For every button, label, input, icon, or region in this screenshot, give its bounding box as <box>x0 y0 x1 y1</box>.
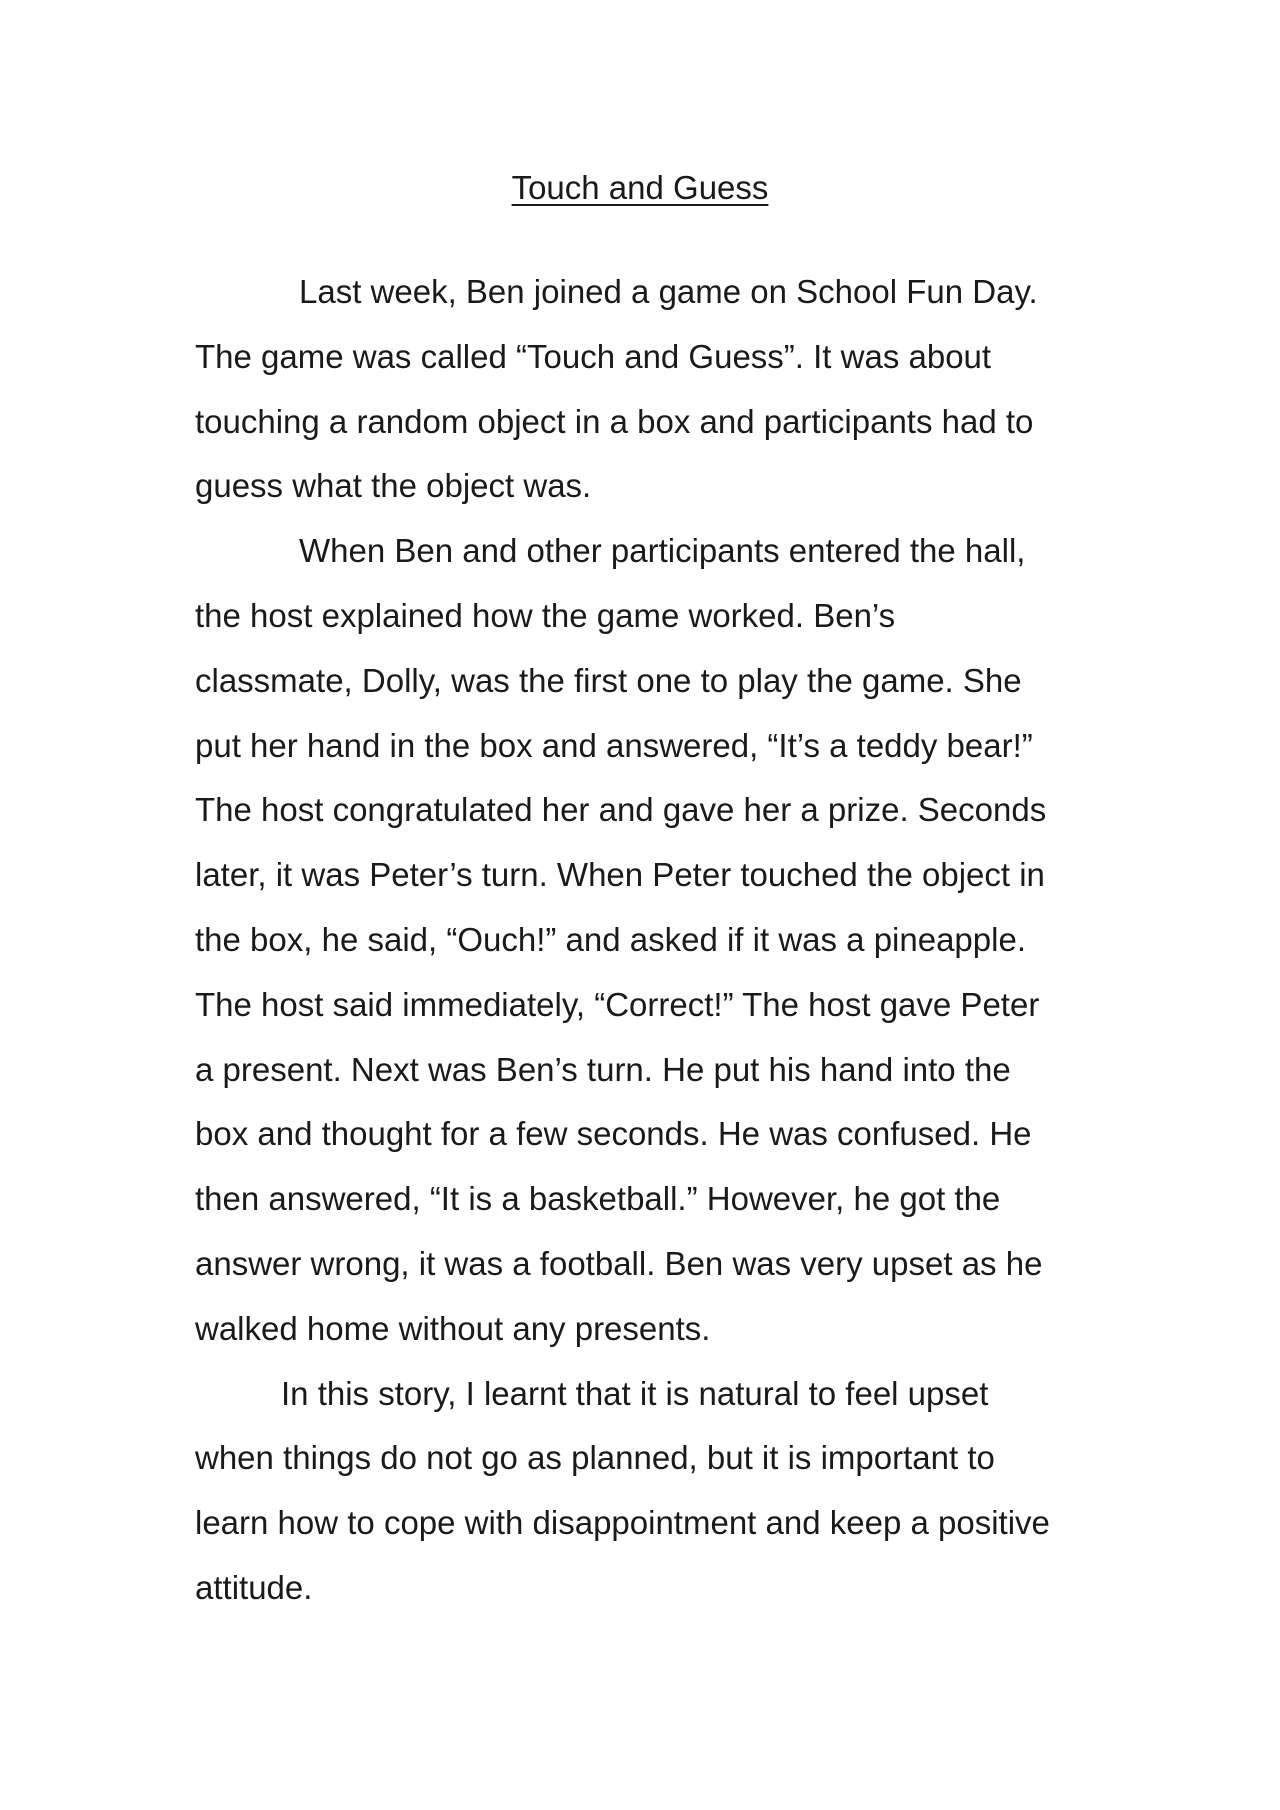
paragraph-1-line-3: touching a random object in a box and participants had to <box>195 403 1034 440</box>
document-title-text: Touch and Guess <box>511 169 769 206</box>
paragraph-2-line-3: classmate, Dolly, was the first one to play the game. She <box>195 662 1022 699</box>
paragraph-3-line-2: when things do not go as planned, but it is important to <box>195 1439 995 1476</box>
paragraph-3-line-1: In this story, I learnt that it is natural to feel upset <box>281 1375 989 1412</box>
paragraph-2-line-10: box and thought for a few seconds. He was confused. He <box>195 1115 1032 1152</box>
paragraph-2-line-8: The host said immediately, “Correct!” The host gave Peter <box>195 986 1040 1023</box>
paragraph-1-line-2: The game was called “Touch and Guess”. It was about <box>195 338 992 375</box>
paragraph-2-line-6: later, it was Peter’s turn. When Peter touched the object in <box>195 856 1045 893</box>
paragraph-3-line-3: learn how to cope with disappointment and keep a positive <box>195 1504 1050 1541</box>
document-title <box>0 168 1280 208</box>
paragraph-2-line-7: the box, he said, “Ouch!” and asked if it was a pineapple. <box>195 921 1026 958</box>
paragraph-2-line-11: then answered, “It is a basketball.” However, he got the <box>195 1180 1001 1217</box>
paragraph-2-line-9: a present. Next was Ben’s turn. He put his hand into the <box>195 1051 1011 1088</box>
paragraph-2-line-13: walked home without any presents. <box>195 1310 711 1347</box>
paragraph-2-line-1: When Ben and other participants entered the hall, <box>299 532 1026 569</box>
paragraph-1-line-4: guess what the object was. <box>195 467 592 504</box>
paragraph-3-line-4: attitude. <box>195 1569 313 1606</box>
paragraph-2-line-5: The host congratulated her and gave her a prize. Seconds <box>195 791 1047 828</box>
paragraph-2-line-4: put her hand in the box and answered, “It’s a teddy bear!” <box>195 727 1033 764</box>
paragraph-1-line-1: Last week, Ben joined a game on School Fun Day. <box>299 273 1038 310</box>
paragraph-2-line-12: answer wrong, it was a football. Ben was very upset as he <box>195 1245 1043 1282</box>
paragraph-2-line-2: the host explained how the game worked. Ben’s <box>195 597 896 634</box>
